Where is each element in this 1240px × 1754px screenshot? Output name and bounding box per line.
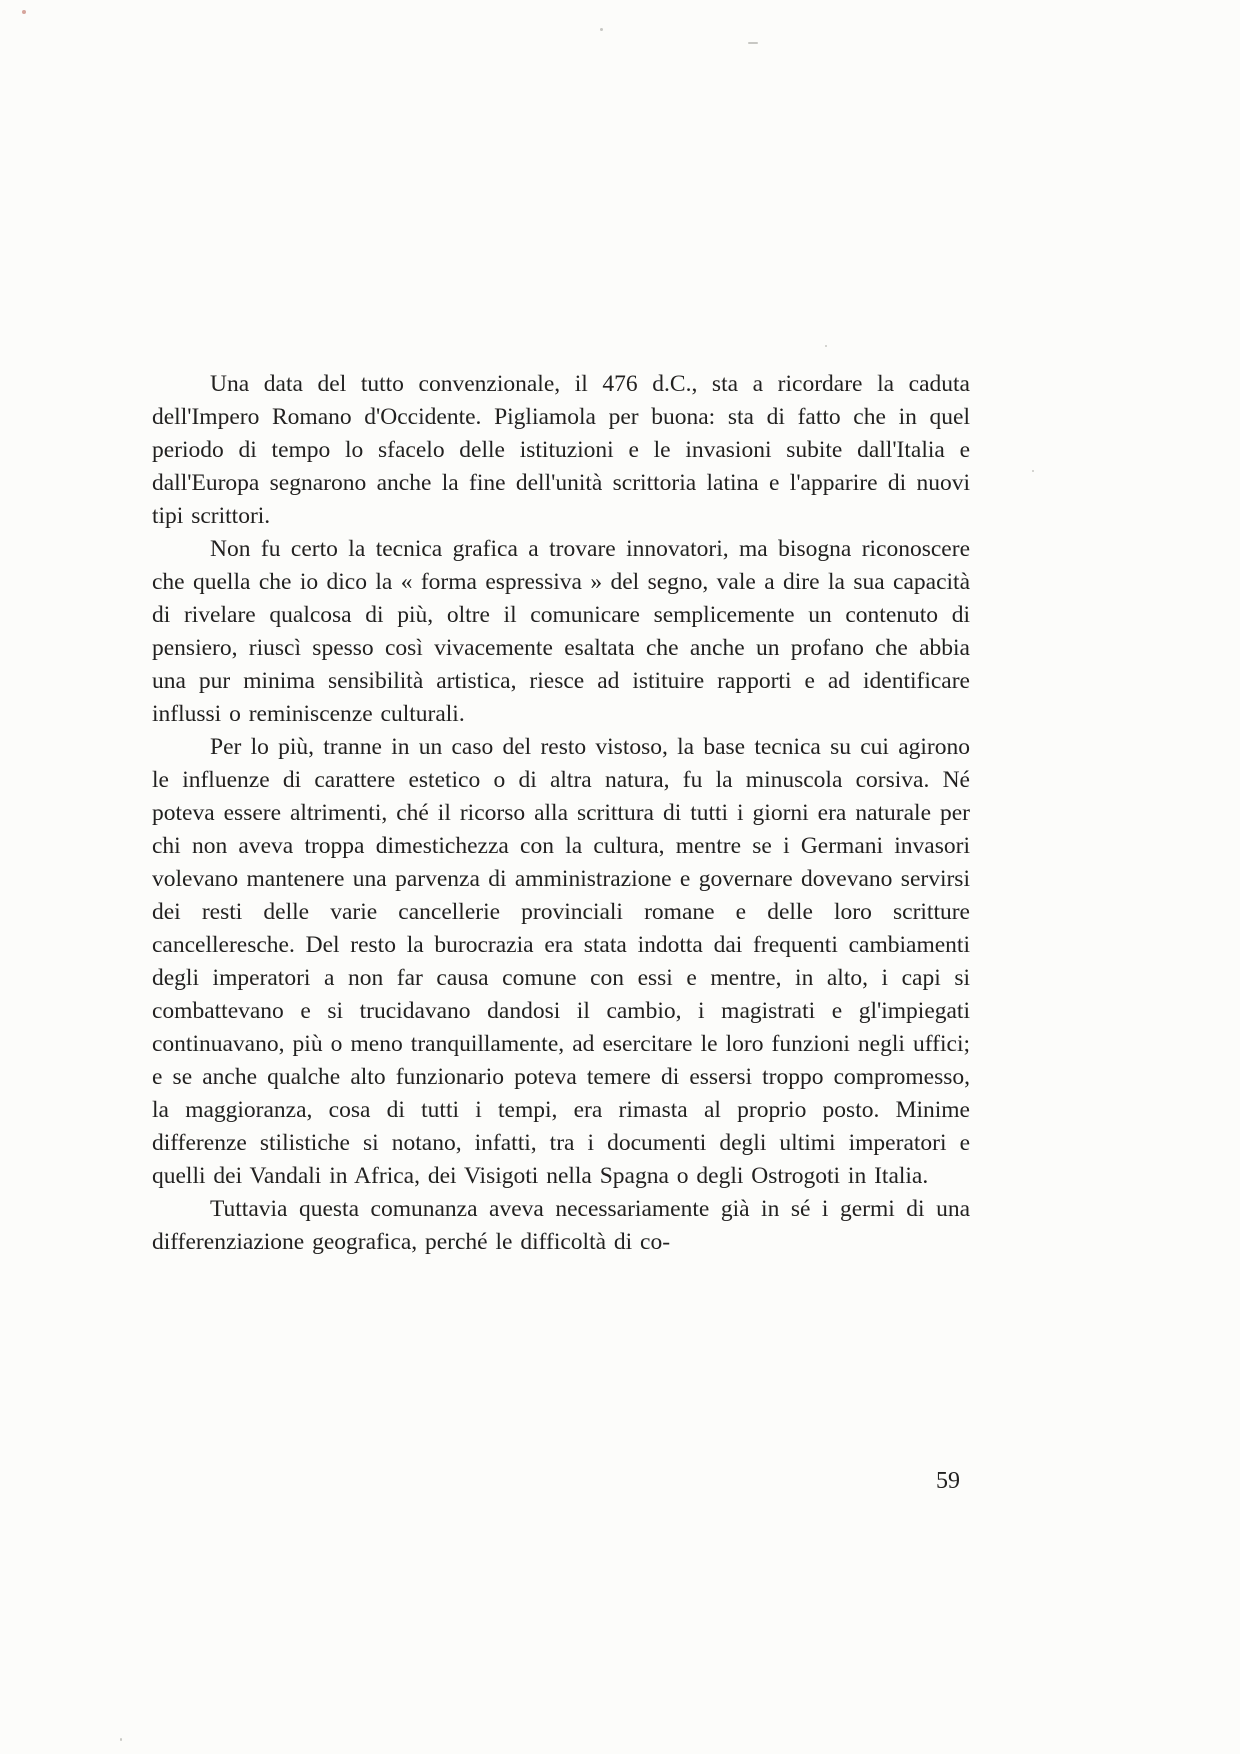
scan-speck <box>120 1738 122 1741</box>
paragraph: Per lo più, tranne in un caso del resto vistoso, la base tecnica su cui agirono le influenze di carattere estetico o di altra natura, fu la minuscola corsiva. Né poteva essere altrimenti, ché il ricorso alla scrittura di tutti i giorni era naturale per chi non aveva troppa dimestichezza con la cultura, mentre se i Germani invasori volevano mantenere una parvenza di amministrazione e governare dovevano servirsi dei resti delle varie cancellerie provinciali romane e delle loro scritture cancelleresche. Del resto la burocrazia era stata indotta dai frequenti cambiamenti degli imperatori a non far causa comune con essi e mentre, in alto, i capi si combattevano e si trucidavano dandosi il cambio, i magistrati e gl'impiegati continuavano, più o meno tranquillamente, ad esercitare le loro funzioni negli uffici; e se anche qualche alto funzionario poteva temere di essersi troppo compromesso, la maggioranza, cosa di tutti i tempi, era rimasta al proprio posto. Minime differenze stilistiche si notano, infatti, tra i documenti degli ultimi imperatori e quelli dei Vandali in Africa, dei Visigoti nella Spagna o degli Ostrogoti in Italia. <box>152 734 970 1189</box>
scan-speck <box>748 42 758 44</box>
body-text <box>152 368 970 1259</box>
paragraph: Tuttavia questa comunanza aveva necessariamente già in sé i germi di una differenziazione geografica, perché le difficoltà di co- <box>152 1196 970 1255</box>
scan-speck <box>600 28 603 31</box>
scan-speck <box>22 10 26 14</box>
scan-speck <box>1032 470 1034 472</box>
scan-speck <box>825 345 827 347</box>
paragraph: Non fu certo la tecnica grafica a trovare innovatori, ma bisogna riconoscere che quella che io dico la « forma espressiva » del segno, vale a dire la sua capacità di rivelare qualcosa di più, oltre il comunicare semplicemente un contenuto di pensiero, riuscì spesso così vivacemente esaltata che anche un profano che abbia una pur minima sensibilità artistica, riesce ad istituire rapporti e ad identificare influssi o reminiscenze culturali. <box>152 536 970 727</box>
page-number: 59 <box>936 1468 960 1494</box>
paragraph: Una data del tutto convenzionale, il 476 d.C., sta a ricordare la caduta dell'Impero Romano d'Occidente. Pigliamola per buona: sta di fatto che in quel periodo di tempo lo sfacelo delle istituzioni e le invasioni subite dall'Italia e dall'Europa segnarono anche la fine dell'unità scrittoria latina e l'apparire di nuovi tipi scrittori. <box>152 371 970 529</box>
